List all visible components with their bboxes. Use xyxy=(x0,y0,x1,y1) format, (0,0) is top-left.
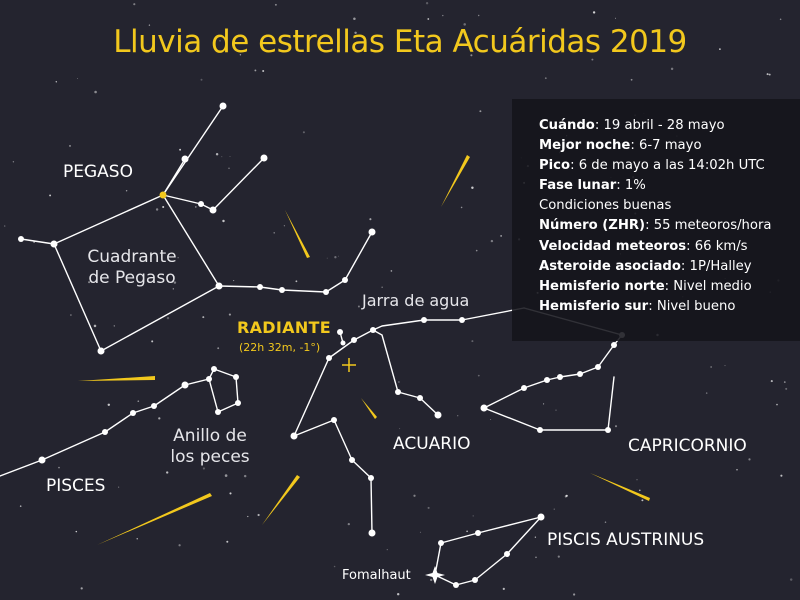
background-star xyxy=(327,258,328,259)
background-star xyxy=(442,15,443,16)
piscis-austrinus-line xyxy=(435,517,541,585)
background-star xyxy=(476,250,478,252)
background-star xyxy=(593,11,595,13)
background-star xyxy=(413,495,415,497)
background-star xyxy=(295,280,297,282)
info-line-mejor-noche: Mejor noche: 6-7 mayo xyxy=(539,138,702,154)
background-star xyxy=(641,499,643,501)
background-star xyxy=(275,4,277,6)
background-star xyxy=(500,235,502,237)
info-line-pico: Pico: 6 de mayo a las 14:02h UTC xyxy=(539,158,765,174)
background-star xyxy=(631,79,633,81)
background-star xyxy=(230,156,231,157)
background-star xyxy=(338,256,339,257)
background-star xyxy=(748,458,750,460)
background-star xyxy=(554,509,555,510)
background-star xyxy=(636,479,637,480)
label-radiante-coords: (22h 32m, -1°) xyxy=(239,341,321,354)
meteor-streak xyxy=(262,475,300,525)
background-star xyxy=(473,515,474,516)
background-star xyxy=(178,544,180,546)
background-star xyxy=(202,316,204,318)
background-star xyxy=(137,538,138,539)
background-star xyxy=(358,306,360,308)
background-star xyxy=(244,475,246,477)
background-star xyxy=(49,194,51,196)
fomalhaut-star xyxy=(425,566,445,584)
pisces-ring-line xyxy=(185,369,238,412)
background-star xyxy=(126,190,127,191)
label-cuadrante-line1: Cuadrante xyxy=(87,247,177,267)
label-acuario: ACUARIO xyxy=(393,434,471,454)
acuario-line xyxy=(294,330,373,533)
background-star xyxy=(769,74,771,76)
background-star xyxy=(137,400,139,402)
background-star xyxy=(785,388,787,390)
background-star xyxy=(503,588,505,590)
background-star xyxy=(254,69,256,71)
background-star xyxy=(457,415,458,416)
background-star xyxy=(490,419,491,420)
background-star xyxy=(428,507,430,509)
background-star xyxy=(780,475,782,477)
background-star xyxy=(56,81,57,82)
background-star xyxy=(420,532,421,533)
background-star xyxy=(535,537,536,538)
background-star xyxy=(284,225,285,226)
background-star xyxy=(382,287,383,288)
info-panel xyxy=(512,99,800,341)
background-star xyxy=(133,3,135,5)
background-star xyxy=(736,469,737,470)
background-star xyxy=(615,425,617,427)
info-line-fase-lunar: Fase lunar: 1% xyxy=(539,178,646,194)
background-star xyxy=(566,495,568,497)
background-star xyxy=(179,149,181,151)
background-star xyxy=(69,145,71,147)
background-star xyxy=(158,417,160,419)
pegaso-line xyxy=(163,106,223,195)
meteor-streak xyxy=(78,376,155,381)
info-line-hemisferio-sur: Hemisferio sur: Nivel bueno xyxy=(539,298,736,314)
label-anillo-line2: los peces xyxy=(170,447,250,468)
background-star xyxy=(156,208,158,210)
background-star xyxy=(767,73,769,75)
background-star xyxy=(535,557,537,559)
background-star xyxy=(334,566,336,568)
background-star xyxy=(108,404,110,406)
info-line-asteroide: Asteroide asociado: 1P/Halley xyxy=(539,258,752,274)
info-line-condiciones: Condiciones buenas xyxy=(539,198,672,214)
meteor-streak xyxy=(590,473,650,501)
background-star xyxy=(94,91,97,94)
background-star xyxy=(262,70,264,72)
background-star xyxy=(348,523,350,525)
background-star xyxy=(555,409,556,410)
background-star xyxy=(430,579,432,581)
background-star xyxy=(166,471,168,473)
background-star xyxy=(151,340,153,342)
background-star xyxy=(671,68,673,70)
label-jarra-de-agua: Jarra de agua xyxy=(362,291,470,310)
background-star xyxy=(81,587,83,589)
background-star xyxy=(639,489,641,491)
background-star xyxy=(780,19,782,21)
background-star xyxy=(397,593,399,595)
label-pegaso: PEGASO xyxy=(63,162,133,182)
background-star xyxy=(94,325,97,328)
background-star xyxy=(545,77,547,79)
background-star xyxy=(426,2,428,4)
page-title: Lluvia de estrellas Eta Acuáridas 2019 xyxy=(113,24,687,60)
background-star xyxy=(201,79,203,81)
background-star xyxy=(76,531,77,532)
background-star xyxy=(70,314,72,316)
background-star xyxy=(466,531,468,533)
meteor-streak xyxy=(361,398,377,419)
background-star xyxy=(471,186,473,188)
background-star xyxy=(478,15,479,16)
background-star xyxy=(195,206,197,208)
background-star xyxy=(573,593,575,595)
background-star xyxy=(162,206,164,208)
label-fomalhaut: Fomalhaut xyxy=(342,568,411,583)
background-star xyxy=(77,78,78,79)
background-star xyxy=(226,541,228,543)
background-star xyxy=(398,381,400,383)
pegaso-line xyxy=(21,239,54,244)
background-star xyxy=(221,156,222,157)
label-radiante: RADIANTE xyxy=(237,318,331,337)
background-star xyxy=(58,467,60,469)
background-star xyxy=(334,256,336,258)
label-pisces: PISCES xyxy=(46,476,106,496)
acuario-line xyxy=(373,330,438,415)
background-star xyxy=(225,474,228,477)
background-star xyxy=(478,375,480,377)
label-capricornio: CAPRICORNIO xyxy=(628,436,747,456)
info-line-cuando: Cuándo: 19 abril - 28 mayo xyxy=(539,118,725,133)
background-star xyxy=(217,347,219,349)
radiant-marker xyxy=(342,358,356,372)
background-star xyxy=(118,487,119,488)
background-star xyxy=(706,392,707,393)
background-star xyxy=(233,280,234,281)
background-star xyxy=(222,220,224,222)
background-star xyxy=(771,380,773,382)
background-star xyxy=(167,317,169,319)
background-star xyxy=(303,131,305,133)
background-star xyxy=(427,18,429,20)
background-star xyxy=(615,18,616,19)
background-star xyxy=(558,556,560,558)
background-star xyxy=(605,521,606,522)
background-star xyxy=(776,404,778,406)
background-star xyxy=(491,240,493,242)
background-star xyxy=(353,18,356,21)
label-piscis-austrinus: PISCIS AUSTRINUS xyxy=(547,530,705,550)
background-star xyxy=(790,578,792,580)
label-anillo-peces xyxy=(160,426,260,469)
background-star xyxy=(216,153,218,155)
background-star xyxy=(725,365,726,366)
background-star xyxy=(461,207,463,209)
background-star xyxy=(387,549,388,550)
meteor-streak xyxy=(285,210,310,258)
background-star xyxy=(114,325,115,326)
background-star xyxy=(258,514,260,516)
background-star xyxy=(4,225,6,227)
background-star xyxy=(20,505,22,507)
background-star xyxy=(228,168,230,170)
info-line-zhr: Número (ZHR): 55 meteoros/hora xyxy=(539,218,772,234)
background-star xyxy=(273,232,274,233)
label-cuadrante-line2: de Pegaso xyxy=(88,268,176,289)
background-star xyxy=(711,366,712,367)
background-star xyxy=(543,403,544,404)
background-star xyxy=(399,428,400,429)
meteor-streak xyxy=(97,493,212,545)
pegaso-line xyxy=(219,232,372,292)
background-star xyxy=(471,340,473,342)
label-cuadrante-pegaso xyxy=(82,247,182,290)
info-line-velocidad: Velocidad meteoros: 66 km/s xyxy=(539,238,748,254)
background-star xyxy=(229,492,231,494)
background-star xyxy=(13,161,14,162)
background-star xyxy=(229,314,231,316)
pisces-line xyxy=(0,385,185,476)
pegaso-line xyxy=(163,158,264,210)
meteor-streak xyxy=(441,155,470,207)
background-star xyxy=(369,218,371,220)
background-star xyxy=(247,516,248,517)
background-star xyxy=(784,381,786,383)
background-star xyxy=(391,270,393,272)
background-star xyxy=(479,110,481,112)
acuario-line xyxy=(373,308,524,330)
info-line-hemisferio-norte: Hemisferio norte: Nivel medio xyxy=(539,278,752,294)
label-anillo-line1: Anillo de xyxy=(173,426,247,446)
pegaso-line xyxy=(163,159,185,195)
